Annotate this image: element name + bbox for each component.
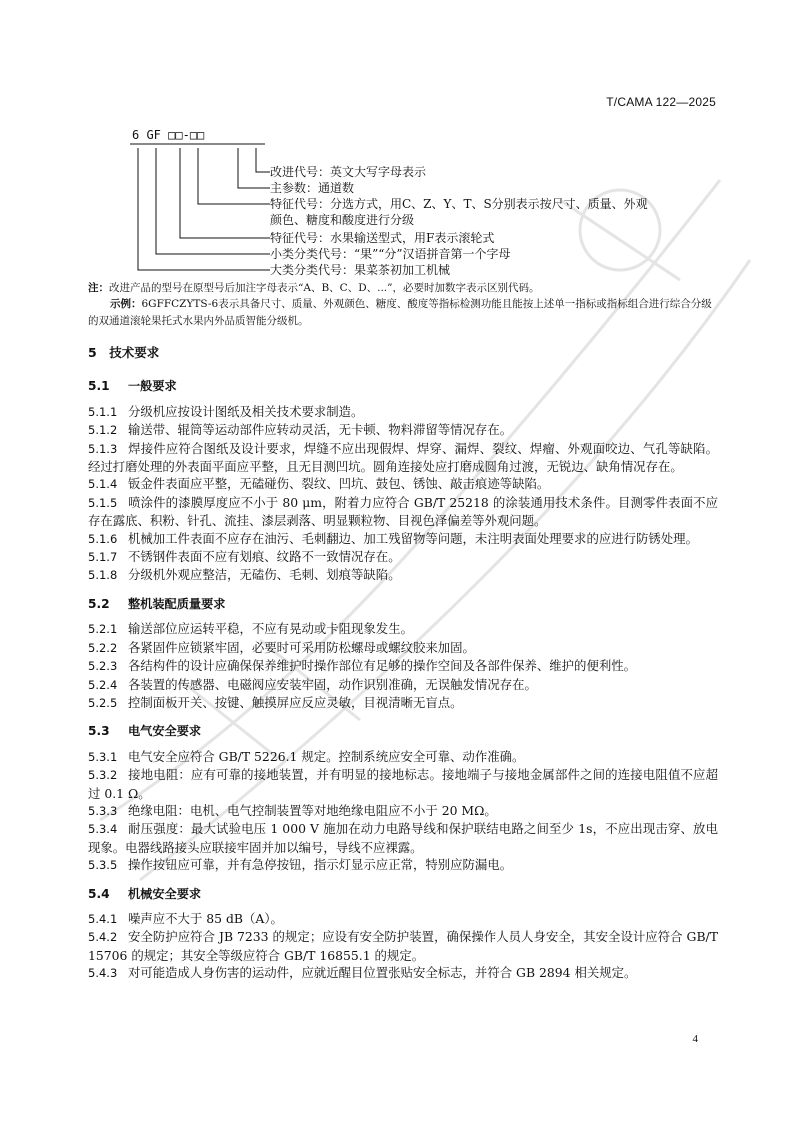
clause-text: 机械加工件表面不应存在油污、毛刺翻边、加工残留物等问题，未注明表面处理要求的应进行防锈处理。 (128, 530, 698, 546)
clause-paragraph (88, 676, 718, 694)
clause-paragraph (88, 820, 718, 856)
clause-paragraph (88, 494, 718, 530)
subsection-number: 5.4 (88, 886, 110, 901)
section-title: 5 技术要求 (88, 345, 160, 360)
subsection-heading (88, 378, 718, 395)
clause-number: 5.1.2 (88, 423, 118, 438)
clause-number: 5.4.3 (88, 966, 118, 981)
clause-paragraph (88, 620, 718, 638)
clause-text: 安全防护应符合 JB 7233 的规定；应设有安全防护装置，确保操作人员人身安全，其安全设计应符合 GB/T 15706 的规定；其安全等级应符合 GB/T 16855.1 的规定。 (88, 929, 718, 963)
model-code-boxes-2: □□ (189, 128, 205, 142)
clause-text: 噪声应不大于 85 dB（A）。 (128, 910, 283, 926)
clause-paragraph (88, 566, 718, 584)
clause-text: 接地电阻：应有可靠的接地装置，并有明显的接地标志。接地端子与接地金属部件之间的连接电阻值不应超过 0.1 Ω。 (88, 767, 718, 801)
subsections-container (88, 378, 718, 982)
clause-text: 焊接件应符合图纸及设计要求，焊缝不应出现假焊、焊穿、漏焊、裂纹、焊瘤、外观面咬边、气孔等缺陷。经过打磨处理的外表面平面应平整，且无目测凹坑。圆角连接处应打磨成圆角过渡，无锐边、缺角情况存在。 (88, 440, 718, 475)
clause-text: 输送带、辊筒等运动部件应转动灵活，无卡顿、物料滞留等情况存在。 (128, 422, 513, 438)
page-number: 4 (692, 1033, 698, 1045)
clause-number: 5.4.1 (88, 911, 118, 926)
note-label: 注： (88, 282, 109, 294)
clause-number: 5.2.5 (88, 695, 118, 710)
subsection-title: 机械安全要求 (128, 886, 202, 901)
clause-paragraph (88, 748, 718, 766)
clause-paragraph (88, 766, 718, 802)
clause-number: 5.1.8 (88, 568, 118, 583)
clause-paragraph (88, 657, 718, 675)
model-code-prefix: 6 GF (132, 128, 161, 142)
clause-paragraph (88, 928, 718, 964)
clause-text: 各紧固件应锁紧牢固，必要时可采用防松螺母或螺纹胶来加固。 (128, 639, 475, 655)
clause-text: 不锈钢件表面不应有划痕、纹路不一致情况存在。 (128, 549, 401, 565)
clause-number: 5.3.2 (88, 768, 118, 783)
subsection-number: 5.3 (88, 724, 110, 739)
clause-text: 输送部位应运转平稳，不应有晃动或卡阻现象发生。 (128, 621, 413, 637)
standard-code: T/CAMA 122—2025 (606, 95, 716, 109)
clause-paragraph (88, 475, 718, 493)
clause-text: 分级机外观应整洁，无磕伤、毛刺、划痕等缺陷。 (128, 567, 401, 583)
clause-paragraph (88, 856, 718, 874)
model-code-format (132, 128, 204, 142)
clause-paragraph (88, 802, 718, 820)
subsection-number: 5.2 (88, 596, 110, 611)
clause-number: 5.1.5 (88, 495, 118, 510)
clause-number: 5.4.2 (88, 930, 118, 945)
example-label: 示例： (110, 298, 142, 310)
clause-number: 5.1.7 (88, 550, 118, 565)
clause-number: 5.1.6 (88, 531, 118, 546)
clause-number: 5.1.4 (88, 477, 118, 492)
legend-sorting-feature: 特征代号：分选方式，用C、Z、Y、T、S分别表示按尺寸、质量、外观 (270, 197, 648, 211)
model-code-boxes-1: □□ (168, 128, 183, 142)
clause-paragraph (88, 639, 718, 657)
note (88, 280, 718, 297)
clause-text: 控制面板开关、按键、触摸屏应反应灵敏，目视清晰无盲点。 (128, 694, 463, 710)
note-text: 改进产品的型号在原型号后加注字母表示“A、B、C、D、...”，必要时加数字表示区别代码。 (109, 282, 540, 294)
clause-text: 钣金件表面应平整，无磕碰伤、裂纹、凹坑、鼓包、锈蚀、敲击痕迹等缺陷。 (128, 476, 550, 492)
clause-paragraph (88, 964, 718, 982)
clause-number: 5.1.1 (88, 404, 118, 419)
subsection-title: 一般要求 (128, 379, 177, 394)
section-5 (88, 344, 718, 983)
clause-text: 电气安全应符合 GB/T 5226.1 规定。控制系统应安全可靠、动作准确。 (128, 748, 525, 764)
clause-number: 5.2.2 (88, 640, 118, 655)
clause-text: 操作按钮应可靠，并有急停按钮，指示灯显示应正常，特别应防漏电。 (128, 857, 513, 873)
clause-text: 各结构件的设计应确保保养维护时操作部位有足够的操作空间及各部件保养、维护的便利性。 (128, 658, 637, 674)
clause-text: 分级机应按设计图纸及相关技术要求制造。 (128, 403, 364, 419)
clause-number: 5.2.4 (88, 677, 118, 692)
clause-text: 各装置的传感器、电磁阀应安装牢固，动作识别准确，无误触发情况存在。 (128, 676, 537, 692)
clause-number: 5.2.3 (88, 659, 118, 674)
clause-text: 喷涂件的漆膜厚度应不小于 80 μm，附着力应符合 GB/T 25218 的涂装通用技术条件。目测零件表面不应存在露底、积粉、针孔、流挂、漆层剥落、明显颗粒物、目视色泽偏差等外观问题。 (88, 494, 718, 529)
legend-class-code: 大类分类代号：果菜茶初加工机械 (270, 263, 451, 277)
legend-sorting-feature-cont: 颜色、糖度和酸度进行分级 (270, 213, 415, 227)
clause-paragraph (88, 694, 718, 712)
clause-paragraph (88, 403, 718, 421)
clause-number: 5.3.3 (88, 803, 118, 818)
clause-text: 绝缘电阻：电机、电气控制装置等对地绝缘电阻应不小于 20 MΩ。 (128, 802, 497, 818)
legend-improvement-code: 改进代号：英文大写字母表示 (270, 165, 427, 179)
model-code-dash: - (182, 128, 190, 142)
legend-main-parameter: 主参数：通道数 (270, 181, 355, 195)
subsection-title: 整机装配质量要求 (128, 596, 226, 611)
section-gap (88, 712, 718, 723)
clause-paragraph (88, 440, 718, 476)
subsection-heading (88, 886, 718, 903)
subsection-number: 5.1 (88, 379, 110, 394)
subsection-heading (88, 596, 718, 613)
clause-number: 5.1.3 (88, 441, 118, 456)
clause-text: 对可能造成人身伤害的运动件，应就近醒目位置张贴安全标志，并符合 GB 2894 相关规定。 (128, 965, 637, 981)
clause-number: 5.3.5 (88, 858, 118, 873)
clause-number: 5.2.1 (88, 622, 118, 637)
model-code-diagram (0, 0, 793, 290)
clause-paragraph (88, 421, 718, 439)
subsection-heading (88, 723, 718, 740)
subsection-title: 电气安全要求 (128, 724, 202, 739)
legend-subclass-code: 小类分类代号：“果”“分”汉语拼音第一个字母 (270, 247, 511, 261)
example (88, 296, 718, 330)
clause-number: 5.3.1 (88, 749, 118, 764)
section-gap (88, 585, 718, 596)
clause-paragraph (88, 530, 718, 548)
section-gap (88, 875, 718, 886)
clause-paragraph (88, 910, 718, 928)
clause-paragraph (88, 548, 718, 566)
clause-number: 5.3.4 (88, 822, 118, 837)
clause-text: 耐压强度：最大试验电压 1 000 V 施加在动力电路导线和保护联结电路之间至少 1s，不应出现击穿、放电现象。电器线路接头应联接牢固并加以编号，导线不应裸露。 (88, 821, 718, 855)
example-text: 6GFFCZYTS-6表示具备尺寸、质量、外观颜色、糖度、酸度等指标检测功能且能按上述单一指标或指标组合进行综合分级的双通道滚轮果托式水果内外品质智能分级机。 (88, 298, 712, 327)
legend-conveying-feature: 特征代号：水果输送型式，用F表示滚轮式 (270, 231, 495, 245)
